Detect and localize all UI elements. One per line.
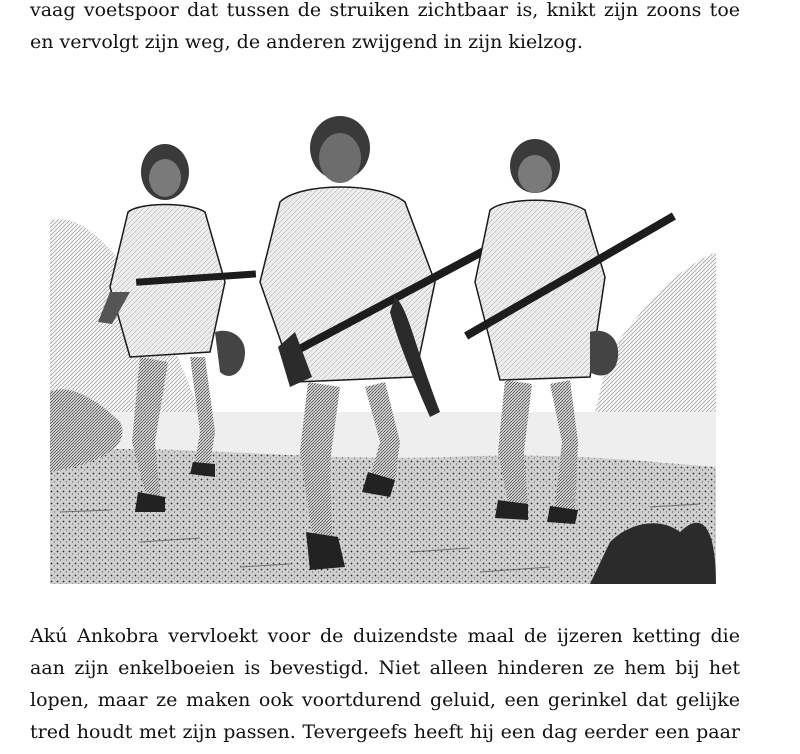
text-line: en vervolgt zijn weg, de anderen zwijgend in zijn kielzog.	[30, 31, 583, 53]
text-line: lopen, maar ze maken ook voortdurend geluid, een gerinkel dat gelijke	[30, 689, 740, 711]
running-men-illustration	[50, 112, 716, 584]
text-line: Akú Ankobra vervloekt voor de duizendste maal de ijzeren ketting die	[30, 625, 740, 647]
running-men-icon	[50, 112, 716, 584]
text-line: tred houdt met zijn passen. Tevergeefs heeft hij een dag eerder een paar	[30, 721, 740, 743]
paragraph-top	[30, 0, 740, 58]
text-line: aan zijn enkelboeien is bevestigd. Niet alleen hinderen ze hem bij het	[30, 657, 740, 679]
paragraph-bottom	[30, 620, 740, 748]
text-line: vaag voetspoor dat tussen de struiken zichtbaar is, knikt zijn zoons toe	[30, 0, 740, 21]
